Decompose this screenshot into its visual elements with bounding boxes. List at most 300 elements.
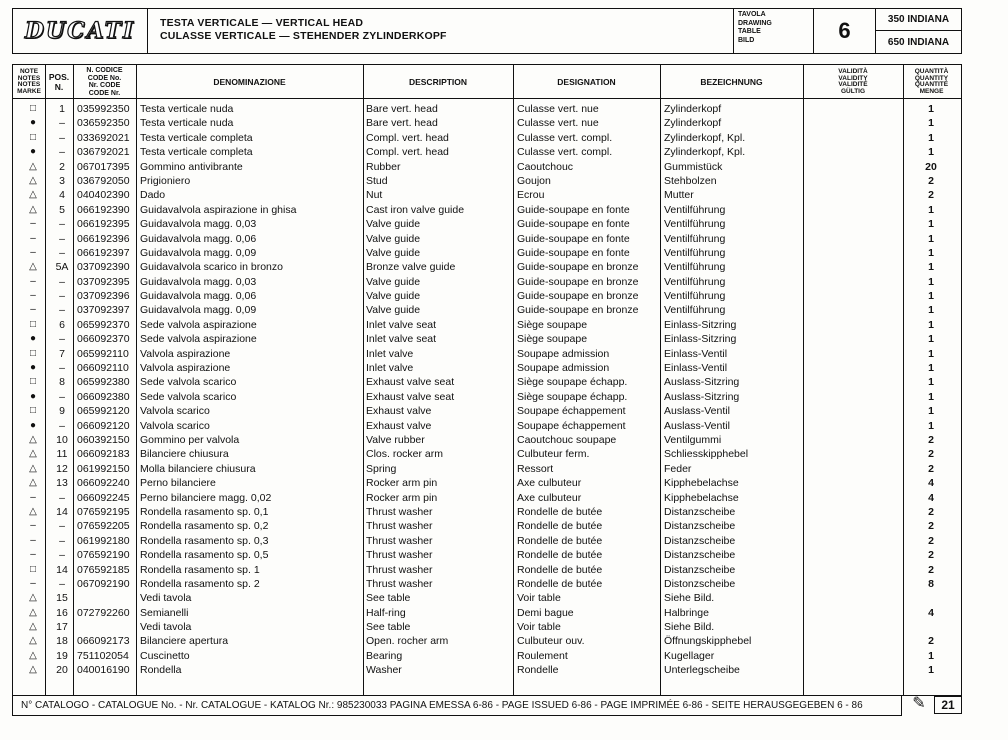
row-designation: Voir table	[517, 592, 561, 605]
row-description: Spring	[366, 462, 397, 475]
row-description: Thrust washer	[366, 549, 433, 562]
row-note: △	[29, 664, 37, 676]
row-denominazione: Guidavalvola magg. 0,09	[140, 304, 257, 317]
title-block	[148, 9, 734, 53]
table-row	[13, 102, 961, 116]
row-quantity: 4	[928, 477, 934, 490]
row-denominazione: Rondella rasamento sp. 0,2	[140, 520, 269, 533]
row-description: Thrust washer	[366, 577, 433, 590]
row-code: 065992120	[77, 405, 130, 418]
row-code: 066092183	[77, 448, 130, 461]
row-designation: Siège soupape	[517, 318, 588, 331]
row-designation: Rondelle de butée	[517, 577, 603, 590]
row-pos: 1	[59, 103, 65, 115]
row-note: –	[30, 520, 36, 532]
header-quantity-text: QUANTITÀ	[914, 68, 949, 75]
table-row	[13, 145, 961, 159]
row-description: Open. rocher arm	[366, 635, 449, 648]
row-description: See table	[366, 592, 411, 605]
row-designation: Guide-soupape en fonte	[517, 203, 630, 216]
row-code: 037092395	[77, 275, 130, 288]
row-pos: –	[59, 246, 65, 259]
row-code: 065992110	[77, 347, 129, 360]
row-bezeichnung: Gummistück	[664, 160, 723, 173]
row-description: Inlet valve seat	[366, 333, 437, 346]
row-description: Half-ring	[366, 606, 406, 619]
header-validity-text: GÜLTIG	[840, 87, 866, 95]
row-bezeichnung: Ventilführung	[664, 275, 726, 288]
row-code: 060392150	[77, 433, 130, 446]
row-code: 033692021	[77, 131, 130, 144]
table-row	[13, 634, 961, 648]
row-pos: –	[59, 304, 65, 317]
row-pos: 3	[59, 174, 65, 187]
row-designation: Rondelle de butée	[517, 534, 603, 547]
row-description: Exhaust valve	[366, 419, 432, 432]
row-pos: 5A	[55, 261, 69, 274]
row-pos: –	[59, 390, 65, 403]
row-description: Inlet valve	[366, 347, 414, 360]
row-code: 076592205	[77, 520, 130, 533]
model-1: 350 INDIANA	[876, 9, 961, 31]
row-quantity: 1	[928, 131, 934, 144]
row-quantity: 1	[928, 664, 934, 677]
row-bezeichnung: Öffnungskipphebel	[664, 635, 752, 648]
row-note: △	[29, 174, 37, 186]
row-denominazione: Guidavalvola magg. 0,03	[140, 275, 257, 288]
table-row	[13, 476, 961, 490]
row-denominazione: Sede valvola aspirazione	[140, 318, 257, 331]
row-denominazione: Bilanciere chiusura	[140, 448, 229, 461]
row-designation: Culasse vert. compl.	[517, 146, 613, 159]
table-row	[13, 462, 961, 476]
row-designation: Axe culbuteur	[517, 491, 582, 504]
row-code: 066092120	[77, 419, 130, 432]
table-row	[13, 332, 961, 346]
row-description: Exhaust valve	[366, 405, 432, 418]
header-validity	[803, 65, 903, 99]
row-code: 066092370	[77, 333, 130, 346]
row-pos: 10	[56, 433, 68, 446]
row-quantity: 2	[928, 549, 934, 562]
row-designation: Culasse vert. compl.	[517, 131, 613, 144]
row-quantity: 2	[928, 520, 934, 533]
title-line-2: CULASSE VERTICALE — STEHENDER ZYLINDERKOPF	[160, 30, 447, 42]
table-label: TAVOLA	[738, 11, 766, 18]
row-pos: –	[59, 275, 65, 288]
row-pos: 7	[59, 347, 65, 360]
row-quantity: 4	[928, 606, 934, 619]
row-quantity: 1	[928, 347, 934, 360]
row-note: □	[29, 318, 37, 330]
row-quantity: 1	[928, 390, 934, 403]
row-note: △	[29, 261, 37, 273]
row-pos: –	[59, 232, 65, 245]
row-quantity: 2	[928, 635, 934, 648]
table-row	[13, 419, 961, 433]
row-designation: Culbuteur ferm.	[517, 448, 590, 461]
row-pos: 14	[56, 505, 68, 518]
book-icon: ✎	[912, 695, 926, 712]
row-designation: Rondelle de butée	[517, 505, 603, 518]
row-code: 066192396	[77, 232, 130, 245]
row-code: 076592185	[77, 563, 130, 576]
row-bezeichnung: Ventilführung	[664, 246, 726, 259]
row-code: 076592195	[77, 505, 130, 518]
row-description: Valve guide	[366, 275, 421, 288]
brand-logo: DUCATI	[24, 18, 136, 44]
row-note: ●	[29, 362, 37, 374]
row-pos: –	[59, 491, 65, 504]
row-note: △	[29, 203, 37, 215]
table-number: 6	[814, 9, 876, 53]
table-row	[13, 404, 961, 418]
row-denominazione: Guidavalvola magg. 0,09	[140, 246, 257, 259]
row-quantity: 1	[928, 203, 934, 216]
row-description: Washer	[366, 664, 402, 677]
row-description: Bare vert. head	[366, 103, 438, 115]
header-pos-text: POS.	[48, 72, 70, 82]
row-description: Thrust washer	[366, 520, 433, 533]
row-code: 040016190	[77, 664, 130, 677]
row-denominazione: Molla bilanciere chiusura	[140, 462, 256, 475]
row-description: Clos. rocker arm	[366, 448, 444, 461]
row-quantity: 1	[928, 376, 934, 389]
row-denominazione: Rondella rasamento sp. 0,3	[140, 534, 269, 547]
row-description: Exhaust valve seat	[366, 376, 455, 389]
page-number: 21	[934, 696, 962, 714]
row-quantity: 1	[928, 103, 934, 115]
row-description: Stud	[366, 174, 388, 187]
row-description: Valve guide	[366, 232, 421, 245]
row-denominazione: Guidavalvola scarico in bronzo	[140, 261, 283, 274]
row-quantity: 20	[925, 160, 937, 173]
row-description: Bearing	[366, 649, 403, 662]
row-designation: Guide-soupape en bronze	[517, 275, 639, 288]
header-pos	[45, 65, 73, 99]
row-pos: –	[59, 577, 65, 590]
header-notes	[13, 65, 45, 99]
table-label: BILD	[738, 36, 755, 44]
row-pos: –	[59, 333, 65, 346]
row-note: –	[30, 290, 36, 302]
row-description: Valve guide	[366, 304, 421, 317]
row-quantity: 2	[928, 563, 934, 576]
row-pos: –	[59, 117, 65, 130]
row-note: △	[29, 477, 37, 489]
row-note: ●	[29, 146, 37, 158]
row-quantity: 1	[928, 304, 934, 317]
table-row	[13, 246, 961, 260]
row-note: △	[29, 592, 37, 604]
row-denominazione: Bilanciere apertura	[140, 635, 229, 648]
row-bezeichnung: Siehe Bild.	[664, 592, 715, 605]
row-pos: 11	[56, 448, 68, 461]
row-denominazione: Vedi tavola	[140, 621, 192, 634]
row-description: Valve guide	[366, 246, 421, 259]
table-row	[13, 620, 961, 634]
row-note: △	[29, 160, 37, 172]
header-designation: DESIGNATION	[557, 77, 616, 87]
row-designation: Soupape échappement	[517, 419, 626, 432]
header-bezeichnung: BEZEICHNUNG	[700, 77, 763, 87]
table-row	[13, 116, 961, 130]
row-description: Thrust washer	[366, 505, 433, 518]
row-quantity: 2	[928, 505, 934, 518]
row-denominazione: Valvola aspirazione	[140, 362, 231, 375]
row-pos: 17	[56, 621, 68, 634]
row-denominazione: Guidavalvola aspirazione in ghisa	[140, 203, 297, 216]
table-row	[13, 591, 961, 605]
row-denominazione: Gommino antivibrante	[140, 160, 243, 173]
row-quantity: 1	[928, 333, 934, 346]
row-code: 066092240	[77, 477, 130, 490]
row-pos: –	[59, 534, 65, 547]
table-row	[13, 361, 961, 375]
row-pos: 18	[56, 635, 68, 648]
header-code-text: CODE Nr.	[88, 89, 121, 97]
header-quantity-text: QUANTITY	[914, 74, 949, 82]
table-row	[13, 160, 961, 174]
row-description: Inlet valve	[366, 362, 414, 375]
row-denominazione: Valvola scarico	[140, 419, 210, 432]
row-bezeichnung: Schliesskipphebel	[664, 448, 749, 461]
row-note: △	[29, 462, 37, 474]
row-bezeichnung: Kipphebelachse	[664, 491, 739, 504]
row-quantity: 1	[928, 405, 934, 418]
parts-table	[12, 64, 962, 696]
row-bezeichnung: Ventilgummi	[664, 433, 722, 446]
row-description: Thrust washer	[366, 563, 433, 576]
row-designation: Guide-soupape en fonte	[517, 232, 630, 245]
row-quantity: 1	[928, 275, 934, 288]
header-validity-text: VALIDITY	[838, 74, 868, 82]
row-designation: Guide-soupape en bronze	[517, 290, 639, 303]
row-description: Thrust washer	[366, 534, 433, 547]
row-code: 037092397	[77, 304, 130, 317]
row-bezeichnung: Ventilführung	[664, 304, 726, 317]
row-code: 066192397	[77, 246, 130, 259]
row-quantity: 1	[928, 362, 934, 375]
row-bezeichnung: Auslass-Ventil	[664, 419, 730, 432]
row-designation: Soupape admission	[517, 362, 610, 375]
row-denominazione: Valvola scarico	[140, 405, 210, 418]
row-quantity: 1	[928, 117, 934, 130]
row-designation: Guide-soupape en bronze	[517, 261, 639, 274]
row-note: –	[30, 549, 36, 561]
header-denominazione: DENOMINAZIONE	[213, 77, 286, 87]
row-denominazione: Gommino per valvola	[140, 433, 240, 446]
row-bezeichnung: Ventilführung	[664, 218, 726, 231]
row-note: –	[30, 491, 36, 503]
row-denominazione: Sede valvola aspirazione	[140, 333, 257, 346]
row-designation: Soupape échappement	[517, 405, 626, 418]
row-code: 066092173	[77, 635, 130, 648]
table-row	[13, 606, 961, 620]
row-note: □	[29, 563, 37, 575]
row-note: □	[29, 376, 37, 388]
row-note: △	[29, 433, 37, 445]
row-denominazione: Rondella rasamento sp. 0,1	[140, 505, 269, 518]
header-validity-text: VALIDITÀ	[838, 68, 868, 75]
row-note: □	[29, 131, 37, 143]
row-denominazione: Guidavalvola magg. 0,03	[140, 218, 257, 231]
row-bezeichnung: Auslass-Sitzring	[664, 376, 740, 389]
row-denominazione: Perno bilanciere magg. 0,02	[140, 491, 272, 504]
row-quantity: 2	[928, 448, 934, 461]
header-notes-text: NOTES	[17, 81, 41, 88]
row-quantity: 2	[928, 189, 934, 202]
row-pos: –	[59, 520, 65, 533]
table-row	[13, 491, 961, 505]
row-pos: 16	[56, 606, 68, 619]
table-row	[13, 131, 961, 145]
table-row	[13, 548, 961, 562]
row-denominazione: Rondella	[140, 664, 182, 677]
row-bezeichnung: Kipphebelachse	[664, 477, 739, 490]
table-row	[13, 649, 961, 663]
row-code: 751102054	[77, 649, 129, 662]
row-quantity: 4	[928, 491, 934, 504]
row-note: △	[29, 189, 37, 201]
table-row	[13, 318, 961, 332]
row-bezeichnung: Zylinderkopf, Kpl.	[664, 146, 746, 159]
row-denominazione: Guidavalvola magg. 0,06	[140, 290, 257, 303]
row-note: ●	[29, 390, 37, 402]
row-pos: 4	[59, 189, 65, 202]
row-code: 066192390	[77, 203, 130, 216]
row-quantity: 1	[928, 318, 934, 331]
row-designation: Demi bague	[517, 606, 574, 619]
row-bezeichnung: Siehe Bild.	[664, 621, 715, 634]
row-description: Valve guide	[366, 290, 421, 303]
row-note: △	[29, 448, 37, 460]
row-designation: Goujon	[517, 174, 551, 187]
row-description: Cast iron valve guide	[366, 203, 465, 216]
row-code: 066092380	[77, 390, 130, 403]
table-row	[13, 563, 961, 577]
row-quantity: 8	[928, 577, 934, 590]
header-quantity	[903, 65, 960, 99]
row-quantity: 2	[928, 174, 934, 187]
row-code: 065992380	[77, 376, 130, 389]
row-quantity: 1	[928, 649, 934, 662]
row-bezeichnung: Distanzscheibe	[664, 520, 736, 533]
row-note: ●	[29, 333, 37, 345]
row-description: Compl. vert. head	[366, 131, 449, 144]
row-bezeichnung: Distanzscheibe	[664, 505, 736, 518]
row-pos: 15	[56, 592, 68, 605]
row-pos: –	[59, 419, 65, 432]
row-quantity: 1	[928, 218, 934, 231]
row-code: 037092390	[77, 261, 130, 274]
row-note: –	[30, 232, 36, 244]
row-code: 061992180	[77, 534, 130, 547]
row-bezeichnung: Distanzscheibe	[664, 549, 736, 562]
table-row	[13, 447, 961, 461]
row-note: △	[29, 606, 37, 618]
table-row	[13, 375, 961, 389]
row-denominazione: Testa verticale completa	[140, 131, 253, 144]
table-row	[13, 203, 961, 217]
row-description: Exhaust valve seat	[366, 390, 455, 403]
row-bezeichnung: Ventilführung	[664, 232, 726, 245]
row-denominazione: Testa verticale nuda	[140, 103, 234, 115]
row-pos: 8	[59, 376, 65, 389]
row-denominazione: Prigioniero	[140, 174, 191, 187]
row-designation: Rondelle de butée	[517, 549, 603, 562]
row-note: –	[30, 577, 36, 589]
brand-logo-cell	[13, 9, 148, 53]
row-pos: –	[59, 131, 65, 144]
row-code: 067017395	[77, 160, 130, 173]
row-note: –	[30, 246, 36, 258]
table-row	[13, 174, 961, 188]
row-quantity: 1	[928, 146, 934, 159]
row-designation: Axe culbuteur	[517, 477, 582, 490]
row-denominazione: Dado	[140, 189, 166, 202]
row-bezeichnung: Ventilführung	[664, 290, 726, 303]
row-designation: Voir table	[517, 621, 561, 634]
row-note: □	[29, 103, 37, 114]
row-bezeichnung: Einlass-Sitzring	[664, 318, 737, 331]
row-bezeichnung: Stehbolzen	[664, 174, 717, 187]
row-bezeichnung: Feder	[664, 462, 692, 475]
row-pos: 20	[56, 664, 68, 677]
table-row	[13, 289, 961, 303]
table-row	[13, 534, 961, 548]
row-code: 061992150	[77, 462, 130, 475]
row-designation: Rondelle de butée	[517, 520, 603, 533]
row-denominazione: Valvola aspirazione	[140, 347, 231, 360]
row-denominazione: Semianelli	[140, 606, 189, 619]
row-designation: Roulement	[517, 649, 568, 662]
row-description: Compl. vert. head	[366, 146, 449, 159]
row-code: 076592190	[77, 549, 130, 562]
row-pos: 6	[59, 318, 65, 331]
row-note: ●	[29, 419, 37, 431]
row-description: Rubber	[366, 160, 401, 173]
row-description: Rocker arm pin	[366, 477, 438, 490]
row-code: 072792260	[77, 606, 130, 619]
row-note: △	[29, 649, 37, 661]
table-row	[13, 577, 961, 591]
row-pos: –	[59, 146, 65, 159]
row-bezeichnung: Auslass-Sitzring	[664, 390, 740, 403]
table-row	[13, 188, 961, 202]
table-row	[13, 217, 961, 231]
row-pos: –	[59, 218, 65, 231]
row-code: 065992370	[77, 318, 130, 331]
row-pos: 2	[59, 160, 65, 173]
row-bezeichnung: Distanzscheibe	[664, 534, 736, 547]
row-description: See table	[366, 621, 411, 634]
row-designation: Ecrou	[517, 189, 545, 202]
row-note: □	[29, 347, 37, 359]
row-pos: 12	[56, 462, 68, 475]
table-label: TABLE	[738, 28, 761, 35]
row-description: Valve rubber	[366, 433, 425, 446]
row-quantity: 2	[928, 462, 934, 475]
row-pos: 19	[56, 649, 68, 662]
row-description: Bronze valve guide	[366, 261, 456, 274]
header-quantity-text: MENGE	[919, 87, 944, 95]
table-row	[13, 275, 961, 289]
title-line-1: TESTA VERTICALE — VERTICAL HEAD	[160, 17, 364, 29]
row-code: 067092190	[77, 577, 130, 590]
row-bezeichnung: Kugellager	[664, 649, 715, 662]
row-code: 036792021	[77, 146, 130, 159]
